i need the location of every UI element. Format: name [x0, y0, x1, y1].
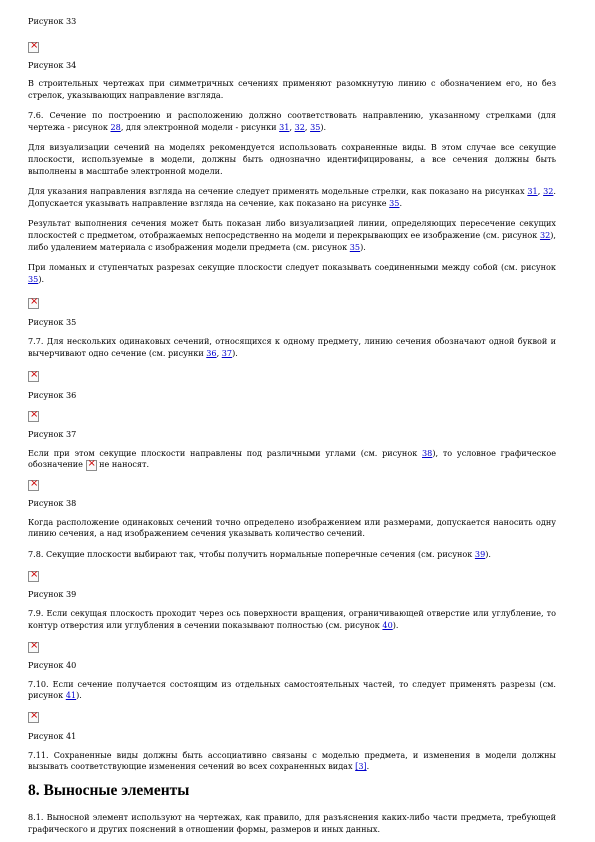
link-figure-35[interactable]: 35	[349, 241, 361, 252]
paragraph-7-9: 7.9. Если секущая плоскость проходит через ось поверхности вращения, ограничивающей отверстие или углубление, то контур отверстия или углубления в сечении показывают полностью (см. рисунок 40).	[28, 608, 556, 631]
figure-caption-34: Рисунок 34	[28, 60, 77, 70]
link-figure-32[interactable]: 32	[543, 186, 554, 197]
link-figure-31[interactable]: 31	[527, 186, 538, 197]
link-figure-32[interactable]: 32	[539, 229, 551, 240]
broken-image-icon	[28, 712, 39, 723]
paragraph-7-7: 7.7. Для нескольких одинаковых сечений, относящихся к одному предмету, линию сечения обозначают одной буквой и вычерчивают одно сечение (см. рисунки 36, 37).	[28, 336, 556, 358]
broken-image-icon	[28, 642, 39, 653]
section-heading-8: 8. Выносные элементы	[28, 782, 190, 800]
paragraph-broken-sections: При ломаных и ступенчатых разрезах секущие плоскости следует показывать соединенными между собой (см. рисунок 35).	[28, 262, 556, 284]
paragraph-visualization: Для визуализации сечений на моделях рекомендуется использовать сохраненные виды. В этом случае все секущие плоскости, используемые в модели, должны быть однозначно идентифицированы, а все сечения должны быть выполнены в масштабе электронной модели.	[28, 142, 556, 176]
paragraph-7-10: 7.10. Если сечение получается состоящим из отдельных самостоятельных частей, то следует применять разрезы (см. рисунок 41).	[28, 678, 556, 701]
link-figure-35[interactable]: 35	[389, 197, 400, 208]
link-figure-35[interactable]: 35	[28, 273, 39, 284]
broken-image-icon	[28, 480, 39, 491]
figure-image-40	[28, 641, 556, 653]
link-figure-40[interactable]: 40	[382, 620, 393, 631]
figure-image-34	[28, 41, 556, 53]
figure-image-35	[28, 297, 556, 309]
broken-image-icon	[28, 42, 39, 53]
figure-image-41	[28, 711, 556, 723]
paragraph-7-6: 7.6. Сечение по построению и расположению должно соответствовать направлению, указанному стрелками (для чертежа - рисунок 28, для электронной модели - рисунки 31, 32, 35).	[28, 110, 556, 132]
figure-caption-33: Рисунок 33	[28, 16, 77, 26]
figure-caption-41: Рисунок 41	[28, 730, 77, 741]
link-figure-39[interactable]: 39	[474, 548, 486, 559]
figure-image-37	[28, 410, 556, 422]
broken-image-icon	[28, 571, 39, 582]
figure-image-38	[28, 479, 556, 491]
document-page	[28, 16, 556, 835]
paragraph-same-sections: Когда расположение одинаковых сечений точно определено изображением или размерами, допускается наносить одну линию сечения, а над изображением сечения указывать количество сечений.	[28, 516, 556, 539]
paragraph-building-drawings: В строительных чертежах при симметричных сечениях применяют разомкнутую линию с обозначением его, но без стрелок, указывающих направление взгляда.	[28, 78, 556, 100]
link-figure-37[interactable]: 37	[221, 347, 233, 358]
figure-caption-38: Рисунок 38	[28, 497, 77, 508]
figure-caption-35: Рисунок 35	[28, 317, 77, 328]
link-figure-38[interactable]: 38	[422, 447, 433, 458]
broken-image-icon	[86, 460, 97, 471]
figure-caption-40: Рисунок 40	[28, 659, 77, 670]
paragraph-different-angles: Если при этом секущие плоскости направлены под различными углами (см. рисунок 38), то условное графическое обозначение × не наносят.	[28, 448, 556, 471]
link-figure-35[interactable]: 35	[310, 121, 321, 132]
link-reference-3[interactable]: [3]	[355, 761, 367, 772]
link-figure-32[interactable]: 32	[294, 121, 305, 132]
link-figure-28[interactable]: 28	[110, 121, 121, 132]
paragraph-7-8: 7.8. Секущие плоскости выбирают так, чтобы получить нормальные поперечные сечения (см. рисунок 39).	[28, 548, 491, 559]
figure-image-39	[28, 570, 556, 582]
broken-image-icon	[28, 411, 39, 422]
figure-caption-39: Рисунок 39	[28, 589, 77, 600]
paragraph-section-result: Результат выполнения сечения может быть показан либо визуализацией линии, определяющих пересечение секущих плоскостей с предметом, отображаемых непосредственно на модели и перекрывающих ее изображение (см. рисунок 32), либо удалением материала с изображения модели предмета (см. рисунок 35).	[28, 218, 556, 252]
broken-image-icon	[28, 298, 39, 309]
figure-caption-37: Рисунок 37	[28, 428, 77, 439]
link-figure-36[interactable]: 36	[206, 347, 217, 358]
figure-image-36	[28, 370, 556, 382]
link-figure-31[interactable]: 31	[279, 121, 290, 132]
paragraph-7-11: 7.11. Сохраненные виды должны быть ассоциативно связаны с моделью предмета, и изменения в модели должны вызывать соответствующие изменения сечений во всех сохраненных видах [3].	[28, 749, 556, 772]
link-figure-41[interactable]: 41	[65, 690, 77, 701]
paragraph-view-direction: Для указания направления взгляда на сечение следует применять модельные стрелки, как показано на рисунках 31, 32. Допускается указывать направление взгляда на сечение, как показано на рисунке 35.	[28, 186, 556, 208]
broken-image-icon	[28, 371, 39, 382]
figure-caption-36: Рисунок 36	[28, 389, 77, 400]
paragraph-8-1: 8.1. Выносной элемент используют на чертежах, как правило, для разъяснения каких-либо части предмета, требующей графического и других пояснений в отношении формы, размеров и иных данных.	[28, 812, 556, 834]
